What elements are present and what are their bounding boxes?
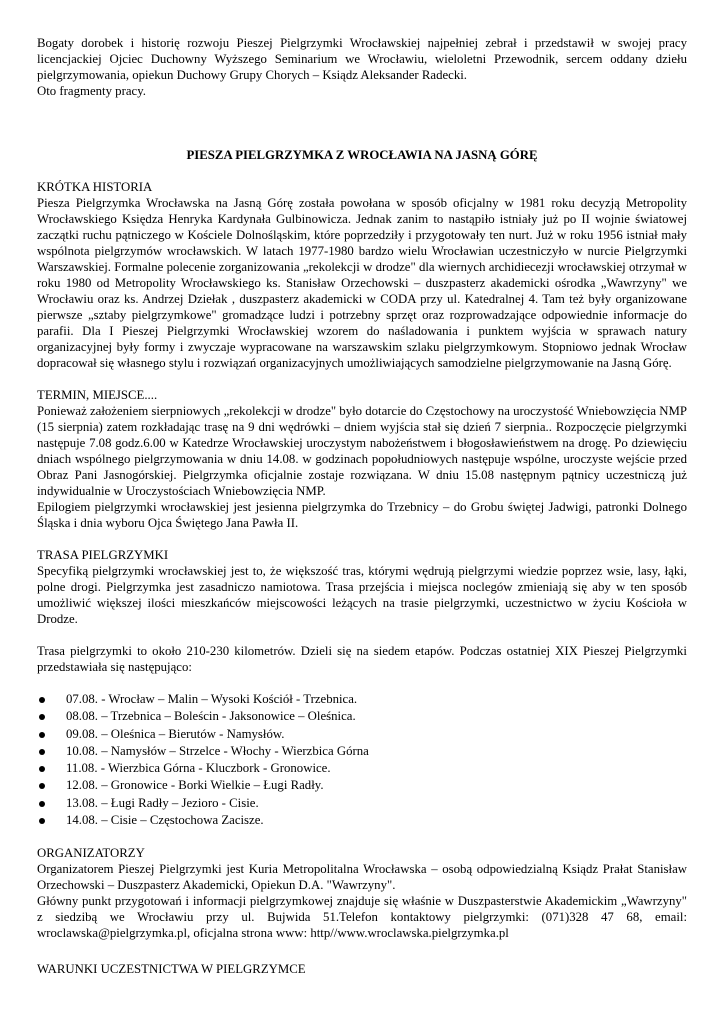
- route-stage-list: [37, 691, 687, 829]
- spacer: [37, 163, 687, 179]
- route-stage-item: 08.08. – Trzebnica – Boleścin - Jaksonowice – Oleśnica.: [37, 708, 687, 725]
- spacer: [37, 371, 687, 387]
- spacer: [37, 627, 687, 643]
- history-heading: KRÓTKA HISTORIA: [37, 180, 153, 194]
- route-stage-item: 13.08. – Ługi Radły – Jezioro - Cisie.: [37, 795, 687, 812]
- route-stage-item: 10.08. – Namysłów – Strzelce - Włochy - Wierzbica Górna: [37, 743, 687, 760]
- spacer: [37, 829, 687, 845]
- intro-paragraph: Bogaty dorobek i historię rozwoju Pieszej Pielgrzymki Wrocławskiej najpełniej zebrał i przedstawił w swojej pracy licencjackiej Ojciec Duchowny Wyższego Seminarium we Wrocławiu, wieloletni Przewodnik, sercem oddany dziełu pielgrzymowania, opiekun Duchowy Grupy Chorych – Ksiądz Aleksander Radecki.: [37, 36, 687, 82]
- route-stage-item: 12.08. – Gronowice - Borki Wielkie – Ługi Radły.: [37, 777, 687, 794]
- route-heading: TRASA PIELGRZYMKI: [37, 548, 169, 562]
- route-paragraph: Specyfiką pielgrzymki wrocławskiej jest to, że większość tras, którymi wędrują pielgrzymi wiedzie poprzez wsie, lasy, łąki, polne drogi. Pielgrzymka jest zasadniczo namiotowa. Trasa przejścia i miejsca noclegów zmieniają się aby w ten sposób umożliwić większej ilości mieszkańców miejscowości leżących na trasie pielgrzymki, uczestnictwo w życiu Kościoła w Drodze.: [37, 564, 687, 626]
- route-stage-item: 09.08. – Oleśnica – Bierutów - Namysłów.: [37, 726, 687, 743]
- spacer: [37, 675, 687, 691]
- route-stage-item: 07.08. - Wrocław – Malin – Wysoki Kościół - Trzebnica.: [37, 691, 687, 708]
- spacer: [37, 531, 687, 547]
- term-epilogue: Epilogiem pielgrzymki wrocławskiej jest jesienna pielgrzymka do Trzebnicy – do Grobu świętej Jadwigi, patronki Dolnego Śląska i dnia wyboru Ojca Świętego Jana Pawła II.: [37, 500, 687, 530]
- intro-fragments-line: Oto fragmenty pracy.: [37, 84, 146, 98]
- history-paragraph: Piesza Pielgrzymka Wrocławska na Jasną Górę została powołana w sposób oficjalny w 1981 roku decyzją Metropolity Wrocławskiego Księdza Henryka Kardynała Gulbinowicza. Jednak zanim to nastąpiło istniały już po II wojnie światowej zaczątki ruchu pątniczego w Kościele Dolnośląskim, które poprzedziły i przygotowały ten nurt. Już w roku 1956 istniał mały wspólnota pielgrzymów wrocławskich. W latach 1977-1980 bardzo wielu Wrocławian uczestniczyło w nurcie Pielgrzymki Warszawskiej. Formalne polecenie zorganizowania „rekolekcji w drodze" dla wiernych archidiecezji wrocławskiej otrzymał w roku 1980 od Metropolity Wrocławskiego ks. Stanisław Orzechowski – duszpasterz akademicki ośrodka „Wawrzyny" we Wrocławiu oraz ks. Andrzej Dziełak , duszpasterz akademicki w CODA przy ul. Katedralnej 4. Tam też były organizowane pierwsze „sztaby pielgrzymkowe" gromadzące ludzi i potrzebny sprzęt oraz rozprowadzające odpowiednie informacje do parafii. Dla I Pieszej Pielgrzymki Wrocławskiej wzorem do naśladowania i punktem wyjścia w sprawach natury organizacyjnej były formy i zwyczaje wypracowane na warszawskim szlaku pielgrzymkowym. Stopniowo jednak Wrocław dopracował się własnego stylu i rozwiązań organizacyjnych umożliwiających samodzielne pielgrzymowanie na Jasną Górę.: [37, 196, 687, 370]
- conditions-heading: WARUNKI UCZESTNICTWA W PIELGRZYMCE: [37, 962, 306, 976]
- document-title: PIESZA PIELGRZYMKA Z WROCŁAWIA NA JASNĄ GÓRĘ: [186, 148, 538, 162]
- route-distance-paragraph: Trasa pielgrzymki to około 210-230 kilometrów. Dzieli się na siedem etapów. Podczas ostatniej XIX Pieszej Pielgrzymki przedstawiała się następująco:: [37, 644, 687, 674]
- organizers-paragraph: Organizatorem Pieszej Pielgrzymki jest Kuria Metropolitalna Wrocławska – osobą odpowiedzialną Ksiądz Prałat Stanisław Orzechowski – Duszpasterz Akademicki, Opiekun D.A. "Wawrzyny".: [37, 862, 687, 893]
- spacer: [37, 99, 687, 131]
- route-stage-item: 14.08. – Cisie – Częstochowa Zacisze.: [37, 812, 687, 829]
- organizers-heading: ORGANIZATORZY: [37, 846, 145, 861]
- document-page: [37, 35, 687, 941]
- term-paragraph: Ponieważ założeniem sierpniowych „rekolekcji w drodze" było dotarcie do Częstochowy na uroczystość Wniebowzięcia NMP (15 sierpnia) zatem rozkładając trasę na 9 dni wędrówki – dniem wyjścia stał się dzień 7 sierpnia.. Rozpoczęcie pielgrzymki następuje 7.08 godz.6.00 w Katedrze Wrocławskiej uroczystym nabożeństwem i błogosławieństwem na drogę. Po dziewięciu dniach wspólnego pielgrzymowania w dniu 14.08. w godzinach popołudniowych następuje wspólne, uroczyste wejście przed Obraz Pani Jasnogórskiej. Pielgrzymka oficjalnie zostaje rozwiązana. W dniu 15.08 następnym pątnicy uczestniczą już indywidualnie w Uroczystościach Wniebowzięcia NMP.: [37, 404, 687, 498]
- spacer: [37, 131, 687, 147]
- term-heading: TERMIN, MIEJSCE....: [37, 388, 158, 402]
- organizers-contact-paragraph: Główny punkt przygotowań i informacji pielgrzymkowej znajduje się właśnie w Duszpasterstwie Akademickim „Wawrzyny" z siedzibą we Wrocławiu przy ul. Bujwida 51.Telefon kontaktowy pielgrzymki: (071)328 47 68, email: wroclawska@pielgrzymka.pl, oficjalna strona www: http//www.wroclawska.pielgrzymka.pl: [37, 894, 687, 941]
- route-stage-item: 11.08. - Wierzbica Górna - Kluczbork - Gronowice.: [37, 760, 687, 777]
